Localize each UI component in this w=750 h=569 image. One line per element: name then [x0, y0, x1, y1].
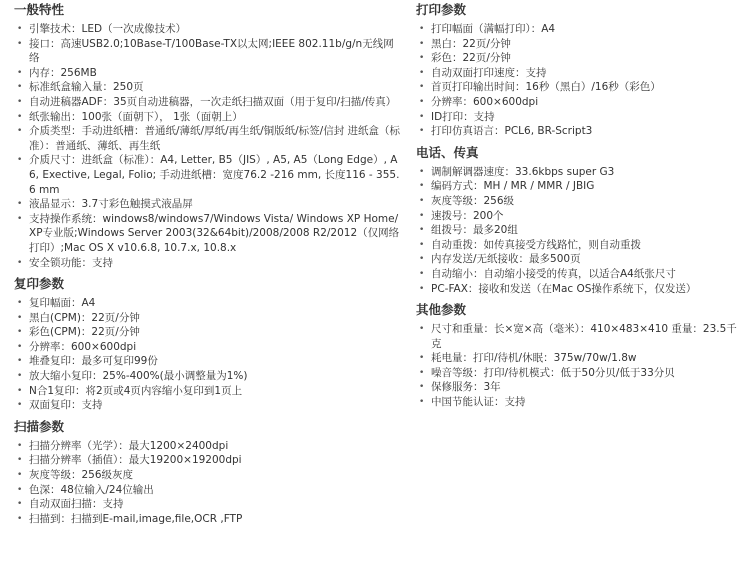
spec-item	[12, 296, 402, 311]
spec-section	[414, 300, 744, 410]
spec-item	[12, 340, 402, 355]
bullet-icon: •	[17, 24, 23, 34]
bullet-icon: •	[419, 111, 425, 122]
spec-item-text: 内存：256MB	[29, 66, 97, 79]
spec-item-text: 黑白(CPM)：22页/分钟	[29, 311, 140, 324]
spec-item-text: 组拨号：最多20组	[431, 224, 518, 237]
bullet-icon: •	[17, 327, 23, 338]
spec-item	[414, 223, 744, 238]
spec-item-text: 分辨率：600×600dpi	[29, 340, 137, 353]
bullet-icon: •	[419, 126, 425, 137]
spec-item	[12, 354, 402, 369]
bullet-icon: •	[419, 367, 425, 378]
spec-list	[12, 439, 402, 527]
spec-item	[414, 22, 744, 37]
spec-item-text: 噪音等级：打印/待机模式：低于50分贝/低于33分贝	[431, 366, 675, 379]
spec-item-text: 扫描到：扫描到E-mail,image,file,OCR ,FTP	[29, 512, 243, 525]
spec-item	[12, 483, 402, 498]
section-title: 复印参数	[14, 276, 65, 292]
bullet-icon: •	[17, 356, 23, 367]
spec-item	[12, 311, 402, 326]
bullet-icon: •	[17, 499, 23, 510]
spec-item	[12, 80, 402, 95]
spec-item-text: 灰度等级：256级	[431, 194, 515, 207]
spec-item	[414, 37, 744, 52]
spec-item	[414, 322, 744, 351]
spec-item	[12, 37, 402, 66]
spec-item	[414, 165, 744, 180]
spec-item-text: 扫描分辨率（插值）：最大19200×19200dpi	[29, 454, 242, 467]
spec-item-text: 堆叠复印：最多可复印99份	[29, 355, 158, 368]
spec-section	[12, 417, 402, 527]
bullet-icon: •	[419, 195, 425, 206]
spec-item-text: 复印幅面：A4	[29, 297, 96, 310]
bullet-icon: •	[419, 239, 425, 250]
spec-item	[414, 380, 744, 395]
spec-item-text: ID打印：支持	[431, 110, 495, 123]
spec-item	[12, 212, 402, 256]
bullet-icon: •	[419, 254, 425, 265]
bullet-icon: •	[419, 67, 425, 78]
bullet-icon: •	[419, 353, 425, 364]
spec-item	[414, 209, 744, 224]
spec-item	[414, 366, 744, 381]
spec-item-text: 扫描分辨率（光学）：最大1200×2400dpi	[29, 439, 229, 452]
bullet-icon: •	[17, 213, 23, 224]
spec-item-text: 自动双面打印速度：支持	[431, 66, 547, 79]
bullet-icon: •	[17, 455, 23, 466]
bullet-icon: •	[17, 67, 23, 78]
spec-item	[414, 194, 744, 209]
bullet-icon: •	[419, 225, 425, 236]
bullet-icon: •	[419, 96, 425, 107]
bullet-icon: •	[17, 312, 23, 323]
spec-item	[12, 124, 402, 153]
bullet-icon: •	[17, 111, 23, 122]
spec-item-text: 编码方式：MH / MR / MMR / JBIG	[431, 180, 595, 193]
section-title: 其他参数	[416, 302, 467, 318]
spec-item	[414, 252, 744, 267]
spec-item-text: 色深：48位输入/24位输出	[29, 483, 154, 496]
spec-item	[12, 325, 402, 340]
bullet-icon: •	[419, 283, 425, 294]
spec-item	[12, 384, 402, 399]
bullet-icon: •	[17, 371, 23, 382]
spec-item	[12, 439, 402, 454]
bullet-icon: •	[17, 96, 23, 107]
bullet-icon: •	[419, 382, 425, 393]
spec-item-text: 尺寸和重量：长×宽×高（毫米）：410×483×410 重量：23.5千克	[431, 323, 737, 350]
bullet-icon: •	[419, 53, 425, 64]
spec-item	[12, 95, 402, 110]
spec-item-text: 自动缩小：自动缩小接受的传真，以适合A4纸张尺寸	[431, 267, 676, 280]
spec-item	[414, 395, 744, 410]
bullet-icon: •	[17, 513, 23, 524]
bullet-icon: •	[17, 484, 23, 495]
section-title: 扫描参数	[14, 418, 65, 434]
spec-item	[414, 110, 744, 125]
spec-item	[414, 80, 744, 95]
spec-item	[414, 267, 744, 282]
spec-item	[12, 256, 402, 271]
spec-item	[12, 369, 402, 384]
spec-item	[414, 282, 744, 297]
bullet-icon: •	[419, 397, 425, 408]
spec-list	[12, 296, 402, 413]
spec-item	[12, 398, 402, 413]
bullet-icon: •	[17, 400, 23, 411]
bullet-icon: •	[17, 298, 23, 309]
section-title: 一般特性	[14, 2, 65, 17]
spec-item	[12, 197, 402, 212]
bullet-icon: •	[419, 210, 425, 221]
spec-item-text: 介质尺寸：进纸盒（标准）：A4, Letter, B5（JIS）, A5, A5（Long Edge）, A6, Exective, Legal, Folio; 手动进纸槽：宽度76.2 -216 mm, 长度116 - 355.6 mm	[29, 154, 400, 196]
spec-item	[12, 453, 402, 468]
spec-item-text: 彩色：22页/分钟	[431, 52, 511, 65]
spec-item-text: 标准纸盒输入量：250页	[29, 81, 144, 94]
bullet-icon: •	[419, 166, 425, 177]
spec-item-text: 接口：高速USB2.0;10Base-T/100Base-TX以太网;IEEE 802.11b/g/n无线网络	[29, 37, 394, 65]
spec-section	[12, 0, 402, 270]
spec-item-text: 自动重拨：如传真接受方线路忙，则自动重拨	[431, 238, 641, 251]
spec-item-text: 彩色(CPM)：22页/分钟	[29, 326, 140, 339]
bullet-icon: •	[17, 82, 23, 93]
spec-item	[414, 124, 744, 139]
spec-item-text: 介质类型：手动进纸槽：普通纸/薄纸/厚纸/再生纸/铜版纸/标签/信封 进纸盒（标准）：普通纸、薄纸、再生纸	[29, 125, 401, 152]
bullet-icon: •	[17, 155, 23, 166]
spec-item	[12, 153, 402, 197]
spec-item	[12, 110, 402, 125]
spec-section	[414, 0, 744, 139]
spec-item	[12, 497, 402, 512]
spec-item	[12, 22, 402, 37]
spec-item-text: 速拨号：200个	[431, 209, 504, 222]
spec-item	[414, 51, 744, 66]
spec-item-text: PC-FAX：接收和发送（在Mac OS操作系统下，仅发送）	[431, 282, 697, 295]
spec-item-text: 打印幅面（满幅打印）：A4	[431, 23, 556, 35]
spec-item-text: 分辨率：600×600dpi	[431, 95, 539, 108]
spec-section	[414, 143, 744, 296]
bullet-icon: •	[419, 24, 425, 34]
section-title: 打印参数	[416, 2, 467, 17]
spec-item-text: 支持操作系统：windows8/windows7/Windows Vista/ Windows XP Home/XP专业版;Windows Server 2003(32&64bit)/2008/2008 R2/2012（仅网络打印）;Mac OS X v10.6.8, 10.7.x, 10.8.x	[29, 212, 400, 254]
spec-item-text: 自动双面扫描：支持	[29, 498, 124, 511]
spec-item-text: N合1复印：将2页或4页内容缩小复印到1页上	[29, 384, 243, 397]
spec-item-text: 引擎技术：LED（一次成像技术）	[29, 23, 187, 35]
spec-item	[12, 468, 402, 483]
bullet-icon: •	[419, 38, 425, 49]
bullet-icon: •	[17, 470, 23, 481]
spec-item	[12, 66, 402, 81]
spec-list	[414, 22, 744, 139]
spec-item	[414, 351, 744, 366]
spec-item-text: 液晶显示：3.7寸彩色触摸式液晶屏	[29, 198, 193, 211]
bullet-icon: •	[419, 82, 425, 93]
section-title: 电话、传真	[416, 144, 479, 160]
spec-item	[414, 66, 744, 81]
spec-item-text: 首页打印输出时间：16秒（黑白）/16秒（彩色）	[431, 81, 661, 94]
spec-item-text: 耗电量：打印/待机/休眠：375w/70w/1.8w	[431, 352, 637, 365]
bullet-icon: •	[419, 268, 425, 279]
spec-item-text: 调制解调器速度：33.6kbps super G3	[431, 165, 615, 178]
spec-item-text: 中国节能认证：支持	[431, 396, 526, 409]
left-column	[12, 0, 402, 530]
spec-item-text: 自动进稿器ADF：35页自动进稿器，一次走纸扫描双面（用于复印/扫描/传真）	[29, 95, 397, 108]
bullet-icon: •	[419, 324, 425, 335]
spec-item	[414, 95, 744, 110]
spec-item-text: 双面复印：支持	[29, 399, 103, 412]
spec-list	[12, 22, 402, 270]
spec-list	[414, 322, 744, 410]
bullet-icon: •	[17, 440, 23, 451]
right-column	[414, 0, 744, 414]
bullet-icon: •	[17, 38, 23, 49]
spec-item-text: 放大缩小复印：25%-400%(最小调整量为1%)	[29, 370, 248, 383]
spec-item-text: 安全锁功能：支持	[29, 256, 113, 269]
spec-item-text: 灰度等级：256级灰度	[29, 469, 134, 482]
bullet-icon: •	[17, 385, 23, 396]
bullet-icon: •	[419, 181, 425, 192]
spec-item	[12, 512, 402, 527]
spec-item	[414, 238, 744, 253]
bullet-icon: •	[17, 126, 23, 137]
spec-item-text: 黑白：22页/分钟	[431, 37, 511, 50]
bullet-icon: •	[17, 341, 23, 352]
bullet-icon: •	[17, 199, 23, 210]
spec-item-text: 纸张输出：100张（面朝下）， 1张（面朝上）	[29, 110, 243, 123]
spec-item-text: 内存发送/无纸接收：最多500页	[431, 253, 581, 266]
bullet-icon: •	[17, 257, 23, 268]
spec-item-text: 打印仿真语言：PCL6, BR-Script3	[431, 125, 593, 138]
spec-section	[12, 274, 402, 413]
spec-item-text: 保修服务：3年	[431, 381, 501, 394]
spec-item	[414, 179, 744, 194]
spec-list	[414, 165, 744, 296]
